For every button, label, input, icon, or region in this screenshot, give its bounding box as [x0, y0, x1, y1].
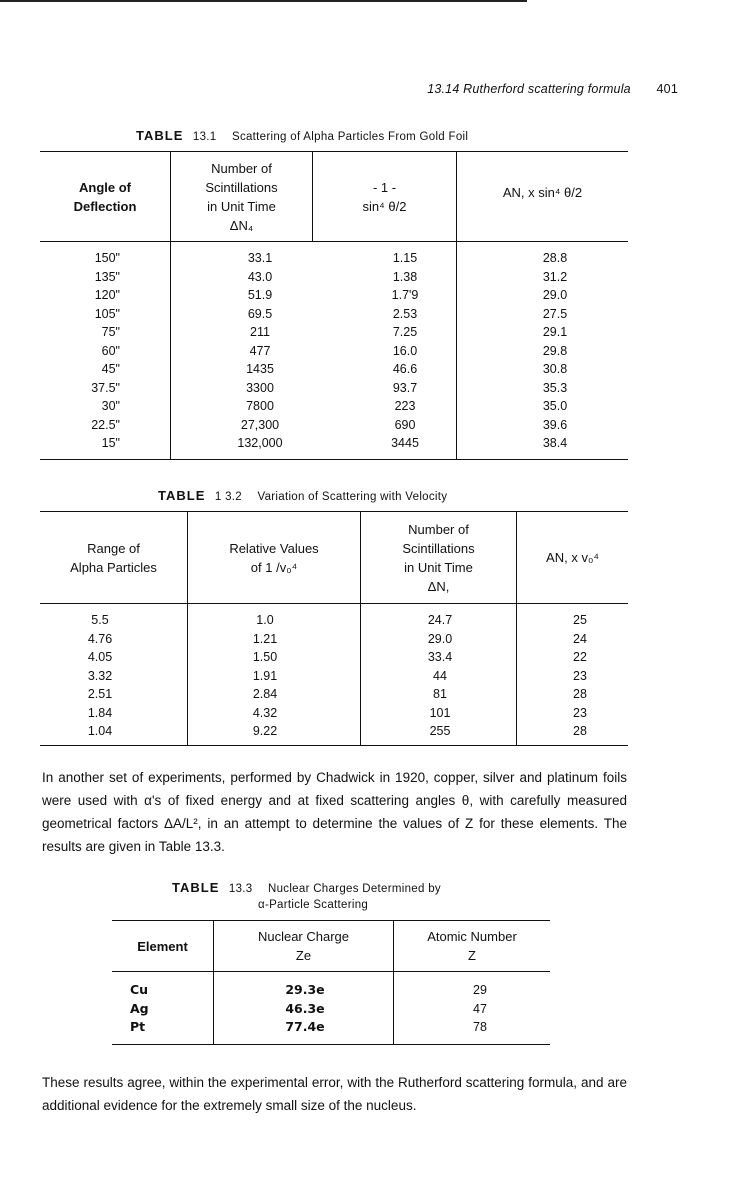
table3-bottom-rule [112, 1044, 550, 1045]
table-cell: 3445 [391, 436, 419, 450]
table1-number: 13.1 [192, 131, 217, 143]
table-cell: 37.5" [91, 380, 120, 395]
table-cell: 43.0 [247, 269, 273, 284]
table-cell: 27,300 [240, 417, 280, 432]
table-cell: 81 [433, 687, 447, 701]
table-cell: 29.0 [427, 631, 453, 646]
table-cell: 211 [250, 325, 270, 339]
running-title: 13.14 Rutherford scattering formula [427, 82, 631, 96]
table3-caption [172, 880, 441, 895]
table-cell: 28.8 [542, 251, 568, 265]
table-cell: 223 [394, 399, 416, 413]
table3-caption-line2 [258, 899, 368, 911]
table-cell: 690 [394, 417, 416, 432]
table-cell: 44 [433, 668, 447, 683]
table-cell: 78 [473, 1020, 487, 1034]
table-cell: 29.1 [542, 325, 568, 339]
table-cell: 132,000 [237, 436, 283, 450]
table-cell: 1.84 [87, 705, 113, 720]
table-cell: 77.4e [285, 1019, 325, 1034]
table1-col-inverse-sin [370, 249, 440, 453]
table-cell: 75" [101, 325, 120, 339]
table-cell: 28 [573, 724, 587, 738]
table-cell: 25 [573, 613, 587, 627]
table-cell: 22 [573, 650, 587, 664]
body-paragraph-2: These results agree, within the experimental error, with the Rutherford scattering formula, and are additional evidence for the extremely small size of the nucleus. [42, 1075, 627, 1113]
top-border-line [0, 0, 527, 2]
table-cell: 2.51 [87, 687, 113, 701]
table-cell: 35.3 [542, 380, 568, 395]
table1-header-inverse-sin: - 1 - sin⁴ θ/2 [362, 179, 407, 214]
table-cell: 477 [249, 343, 271, 358]
table-cell: 31.2 [542, 269, 568, 284]
table3-col-charge [270, 981, 340, 1037]
table2-header-relative: Relative Values of 1 /v₀⁴ [229, 540, 319, 575]
table-cell: 1.04 [87, 724, 113, 738]
running-head [427, 82, 678, 96]
table-cell: 135" [94, 269, 120, 284]
table-cell: 1.21 [252, 631, 278, 646]
table-cell: 1.7'9 [391, 288, 419, 302]
table-cell: 29.0 [542, 288, 568, 302]
table3-label: TABLE [172, 880, 220, 895]
table1-title: Scattering of Alpha Particles From Gold Foil [231, 131, 469, 143]
table1-caption [136, 128, 468, 143]
table-cell: Ag [130, 1000, 149, 1016]
table1-header-product: AN, x sin⁴ θ/2 [502, 184, 583, 200]
table-cell: 150" [94, 251, 120, 265]
table-cell: 35.0 [542, 399, 568, 413]
table-cell: 1435 [246, 362, 274, 376]
table3-header-rule [112, 971, 550, 972]
table-cell: 38.4 [542, 436, 568, 450]
table2-col-range [70, 611, 130, 741]
table-cell: 33.4 [427, 650, 453, 664]
table-cell: 27.5 [542, 306, 568, 321]
table-cell: 22.5" [91, 417, 120, 432]
table2-col-product [560, 611, 600, 741]
table3-title-line2: α-Particle Scattering [258, 899, 369, 911]
table2-title: Variation of Scattering with Velocity [257, 491, 448, 503]
table-cell: 2.84 [252, 687, 278, 701]
table3-title-line1: Nuclear Charges Determined by [267, 883, 441, 895]
table3-header-element: Element [137, 938, 188, 954]
table-cell: 9.22 [252, 724, 278, 738]
table-cell: 29.3e [285, 982, 325, 997]
table-cell: 24.7 [427, 613, 453, 627]
table-cell: 7.25 [392, 325, 418, 339]
table-cell: 30" [101, 399, 120, 413]
table2-number: 1 3.2 [214, 491, 242, 503]
table-cell: 39.6 [542, 417, 568, 432]
table-cell: 2.53 [392, 306, 418, 321]
table-cell: 93.7 [392, 380, 418, 395]
table-cell: 51.9 [247, 288, 273, 302]
table-cell: 101 [429, 705, 451, 720]
table-cell: 1.38 [392, 269, 418, 284]
table-cell: Cu [130, 982, 149, 997]
table2-caption [158, 488, 447, 503]
table-cell: 4.32 [252, 705, 278, 720]
table3-col-element [130, 981, 160, 1037]
table2-col-scintillations [405, 611, 475, 741]
table2-col-relative [235, 611, 295, 741]
table-cell: 1.50 [252, 650, 278, 664]
table2-header-scintillations: Number of Scintillations in Unit Time ΔN, [402, 521, 475, 594]
table-cell: 1.0 [256, 613, 274, 627]
table-cell: 16.0 [392, 343, 418, 358]
table-cell: 23 [573, 705, 587, 720]
table-cell: 3.32 [87, 668, 113, 683]
table-cell: 4.05 [87, 650, 113, 664]
table-cell: 120" [94, 288, 120, 302]
table2-header-rule [40, 603, 628, 604]
table-cell: 1.15 [392, 251, 418, 265]
table2-header-product: AN, x v₀⁴ [546, 550, 599, 565]
table-cell: 60" [101, 343, 120, 358]
table-cell: 45" [101, 362, 120, 376]
table-cell: 1.91 [252, 668, 278, 683]
table-cell: 28 [573, 687, 587, 701]
table-cell: 7800 [246, 399, 274, 413]
table-cell: 29.8 [542, 343, 568, 358]
table3-header-atomic: Atomic Number Z [427, 929, 517, 963]
table-cell: Pt [130, 1019, 146, 1034]
table2-bottom-rule [40, 745, 628, 746]
table3-col-atomic [460, 981, 500, 1037]
table-cell: 69.5 [247, 306, 273, 321]
table2-header-range: Range of Alpha Particles [70, 540, 157, 575]
table1-header-angle: Angle of Deflection [73, 179, 137, 214]
table1-col-angle [60, 249, 120, 453]
table-cell: 46.6 [392, 362, 418, 376]
page-number: 401 [656, 82, 678, 96]
table-cell: 46.3e [285, 1000, 325, 1016]
table1-bottom-rule [40, 459, 628, 460]
table-cell: 24 [573, 631, 587, 646]
table3-number: 13.3 [228, 883, 253, 895]
table1-header-rule [40, 241, 628, 242]
table3-header-charge: Nuclear Charge Ze [257, 929, 350, 963]
table-cell: 33.1 [247, 251, 273, 265]
table-cell: 47 [473, 1001, 487, 1016]
table-cell: 255 [429, 724, 451, 738]
table-cell: 30.8 [542, 362, 568, 376]
table-cell: 29 [473, 983, 487, 997]
table1-col-product [520, 249, 590, 453]
table2-label: TABLE [158, 488, 206, 503]
table1-col-scintillations [220, 249, 300, 453]
table-cell: 5.5 [91, 613, 109, 627]
table-cell: 4.76 [87, 631, 113, 646]
table1-label: TABLE [136, 128, 184, 143]
table-cell: 3300 [246, 380, 274, 395]
table1-header-scintillations: Number of Scintillations in Unit Time ΔN₄ [205, 160, 278, 233]
table-cell: 23 [573, 668, 587, 683]
table-cell: 15" [101, 436, 120, 450]
body-paragraph-1: In another set of experiments, performed by Chadwick in 1920, copper, silver and platinum foils were used with α's of fixed energy and at fixed scattering angles θ, with carefully measured geometrical factors ΔA/L², in an attempt to determine the values of Z for these elements. The results are given in Table 13.3. [42, 770, 627, 854]
table-cell: 105" [94, 306, 120, 321]
